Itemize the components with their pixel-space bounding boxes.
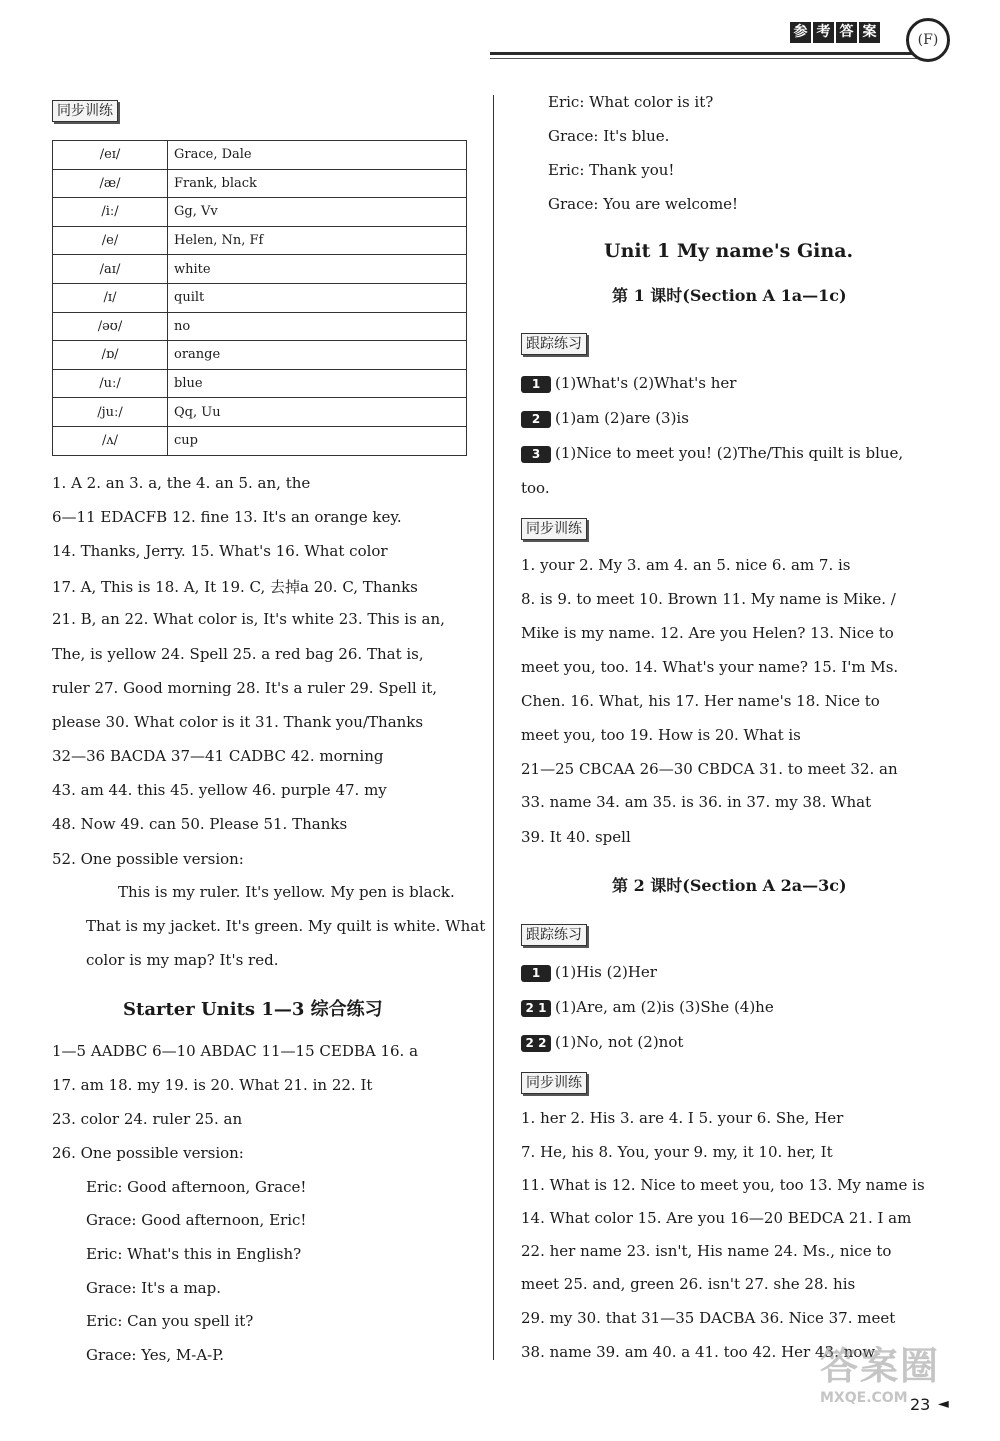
question-number-badge: 2 1 bbox=[521, 1000, 551, 1017]
dialog-line: Eric: Thank you! bbox=[548, 161, 675, 179]
examples-cell: blue bbox=[168, 369, 467, 398]
answer-line: 43. am 44. this 45. yellow 46. purple 47. my bbox=[52, 781, 387, 799]
phonetic-cell: /uː/ bbox=[53, 369, 168, 398]
answer-line: Chen. 16. What, his 17. Her name's 18. Nice to bbox=[521, 692, 880, 710]
examples-cell: Helen, Nn, Ff bbox=[168, 226, 467, 255]
header-char: 参 bbox=[790, 22, 811, 43]
dialog-line: Eric: Good afternoon, Grace! bbox=[86, 1178, 307, 1196]
essay-line: color is my map? It's red. bbox=[86, 951, 279, 969]
table-row bbox=[53, 312, 467, 341]
track-line-continued: too. bbox=[521, 479, 550, 497]
tag-sync-training: 同步训练 bbox=[52, 100, 118, 122]
header-seal-icon: (F) bbox=[906, 18, 950, 62]
answer-line: 8. is 9. to meet 10. Brown 11. My name is Mike. / bbox=[521, 590, 896, 608]
answer-line: meet you, too. 14. What's your name? 15. I'm Ms. bbox=[521, 658, 899, 676]
answer-line: 6—11 EDACFB 12. fine 13. It's an orange key. bbox=[52, 508, 402, 526]
answer-line: 14. What color 15. Are you 16—20 BEDCA 21. I am bbox=[521, 1209, 912, 1227]
tag-sync-training: 同步训练 bbox=[521, 1072, 587, 1094]
page-number: 23 bbox=[910, 1395, 931, 1414]
examples-cell: Frank, black bbox=[168, 169, 467, 198]
header-title bbox=[790, 22, 880, 43]
table-row bbox=[53, 369, 467, 398]
phonetic-cell: /ʌ/ bbox=[53, 426, 168, 455]
answer-line: please 30. What color is it 31. Thank you/Thanks bbox=[52, 713, 424, 731]
header-rule-thin bbox=[490, 58, 920, 59]
dialog-line: Eric: What's this in English? bbox=[86, 1245, 302, 1263]
track-answer: (1)His (2)Her bbox=[555, 963, 657, 981]
answer-line: 1. A 2. an 3. a, the 4. an 5. an, the bbox=[52, 474, 311, 492]
section-tag bbox=[521, 333, 587, 355]
table-row bbox=[53, 141, 467, 170]
question-number-badge: 1 bbox=[521, 965, 551, 982]
track-answer: (1)am (2)are (3)is bbox=[555, 409, 689, 427]
table-row bbox=[53, 169, 467, 198]
phonetic-cell: /aɪ/ bbox=[53, 255, 168, 284]
dialog-line: Grace: It's blue. bbox=[548, 127, 670, 145]
column-divider bbox=[493, 95, 494, 1360]
examples-cell: Grace, Dale bbox=[168, 141, 467, 170]
phonetic-table bbox=[52, 140, 467, 456]
dialog-line: Grace: Good afternoon, Eric! bbox=[86, 1211, 307, 1229]
examples-cell: cup bbox=[168, 426, 467, 455]
examples-cell: quilt bbox=[168, 283, 467, 312]
lesson-title: 第 1 课时(Section A 1a—1c) bbox=[612, 286, 847, 305]
answer-line: 33. name 34. am 35. is 36. in 37. my 38. What bbox=[521, 793, 872, 811]
table-row bbox=[53, 255, 467, 284]
track-answer: (1)What's (2)What's her bbox=[555, 374, 737, 392]
answer-line: 17. A, This is 18. A, It 19. C, 去掉a 20. C, Thanks bbox=[52, 578, 418, 596]
answer-line: 32—36 BACDA 37—41 CADBC 42. morning bbox=[52, 747, 384, 765]
tag-tracking-practice: 跟踪练习 bbox=[521, 924, 587, 946]
phonetic-cell: /iː/ bbox=[53, 198, 168, 227]
header-char: 考 bbox=[813, 22, 834, 43]
section-tag bbox=[521, 1072, 587, 1094]
unit-title: Unit 1 My name's Gina. bbox=[604, 240, 854, 262]
answer-line: 39. It 40. spell bbox=[521, 828, 631, 846]
examples-cell: no bbox=[168, 312, 467, 341]
answer-line: The, is yellow 24. Spell 25. a red bag 26. That is, bbox=[52, 645, 424, 663]
phonetic-cell: /juː/ bbox=[53, 398, 168, 427]
answer-line: 14. Thanks, Jerry. 15. What's 16. What color bbox=[52, 542, 388, 560]
header-char: 答 bbox=[836, 22, 857, 43]
question-number-badge: 2 bbox=[521, 411, 551, 428]
table-row bbox=[53, 226, 467, 255]
examples-cell: Qq, Uu bbox=[168, 398, 467, 427]
essay-line: This is my ruler. It's yellow. My pen is black. bbox=[118, 883, 455, 901]
answer-line: 11. What is 12. Nice to meet you, too 13. My name is bbox=[521, 1176, 925, 1194]
table-row bbox=[53, 341, 467, 370]
answer-line: 1. her 2. His 3. are 4. I 5. your 6. She, Her bbox=[521, 1109, 844, 1127]
section-tag bbox=[52, 100, 118, 122]
answer-line: meet 25. and, green 26. isn't 27. she 28. his bbox=[521, 1275, 856, 1293]
arrow-left-icon: ◄ bbox=[938, 1396, 949, 1412]
watermark-url: MXQE.COM bbox=[820, 1390, 908, 1406]
track-answer: (1)No, not (2)not bbox=[555, 1033, 684, 1051]
table-row bbox=[53, 283, 467, 312]
examples-cell: white bbox=[168, 255, 467, 284]
examples-cell: orange bbox=[168, 341, 467, 370]
dialog-line: Eric: What color is it? bbox=[548, 93, 714, 111]
table-row bbox=[53, 426, 467, 455]
track-line bbox=[521, 444, 903, 463]
section-tag bbox=[521, 518, 587, 540]
question-number-badge: 1 bbox=[521, 376, 551, 393]
answer-line: 48. Now 49. can 50. Please 51. Thanks bbox=[52, 815, 348, 833]
table-row bbox=[53, 198, 467, 227]
phonetic-cell: /əʊ/ bbox=[53, 312, 168, 341]
question-number-badge: 2 2 bbox=[521, 1035, 551, 1052]
tag-tracking-practice: 跟踪练习 bbox=[521, 333, 587, 355]
lesson-title: 第 2 课时(Section A 2a—3c) bbox=[612, 876, 847, 895]
dialog-line: Grace: Yes, M-A-P. bbox=[86, 1346, 225, 1364]
answer-line: 21—25 CBCAA 26—30 CBDCA 31. to meet 32. an bbox=[521, 760, 898, 778]
phonetic-cell: /ɪ/ bbox=[53, 283, 168, 312]
answer-line: 1. your 2. My 3. am 4. an 5. nice 6. am 7. is bbox=[521, 556, 851, 574]
answer-line: ruler 27. Good morning 28. It's a ruler 29. Spell it, bbox=[52, 679, 438, 697]
dialog-line: Grace: It's a map. bbox=[86, 1279, 221, 1297]
question-number-badge: 3 bbox=[521, 446, 551, 463]
header-char: 案 bbox=[859, 22, 880, 43]
essay-line: That is my jacket. It's green. My quilt is white. What bbox=[86, 917, 486, 935]
answer-line: 52. One possible version: bbox=[52, 850, 244, 868]
answer-line: 38. name 39. am 40. a 41. too 42. Her 43. now bbox=[521, 1343, 876, 1361]
phonetic-cell: /e/ bbox=[53, 226, 168, 255]
answer-line: 23. color 24. ruler 25. an bbox=[52, 1110, 243, 1128]
answer-line: meet you, too 19. How is 20. What is bbox=[521, 726, 801, 744]
phonetic-cell: /ɒ/ bbox=[53, 341, 168, 370]
track-line bbox=[521, 409, 689, 428]
track-line bbox=[521, 1033, 683, 1052]
answer-line: 17. am 18. my 19. is 20. What 21. in 22. It bbox=[52, 1076, 373, 1094]
tag-sync-training: 同步训练 bbox=[521, 518, 587, 540]
dialog-line: Grace: You are welcome! bbox=[548, 195, 739, 213]
header-rule bbox=[490, 52, 920, 55]
track-line bbox=[521, 963, 657, 982]
track-line bbox=[521, 374, 736, 393]
answer-line: 29. my 30. that 31—35 DACBA 36. Nice 37. meet bbox=[521, 1309, 896, 1327]
examples-cell: Gg, Vv bbox=[168, 198, 467, 227]
answer-line: Mike is my name. 12. Are you Helen? 13. Nice to bbox=[521, 624, 894, 642]
answer-line: 22. her name 23. isn't, His name 24. Ms., nice to bbox=[521, 1242, 892, 1260]
answer-line: 1—5 AADBC 6—10 ABDAC 11—15 CEDBA 16. a bbox=[52, 1042, 419, 1060]
track-line bbox=[521, 998, 774, 1017]
section-tag bbox=[521, 924, 587, 946]
phonetic-cell: /æ/ bbox=[53, 169, 168, 198]
answer-line: 26. One possible version: bbox=[52, 1144, 244, 1162]
track-answer: (1)Nice to meet you! (2)The/This quilt is blue, bbox=[555, 444, 904, 462]
section-heading: Starter Units 1—3 综合练习 bbox=[123, 999, 383, 1020]
answer-line: 7. He, his 8. You, your 9. my, it 10. her, It bbox=[521, 1143, 833, 1161]
dialog-line: Eric: Can you spell it? bbox=[86, 1312, 254, 1330]
watermark-logo: 答案圈 bbox=[820, 1344, 941, 1388]
phonetic-cell: /eɪ/ bbox=[53, 141, 168, 170]
table-row bbox=[53, 398, 467, 427]
answer-line: 21. B, an 22. What color is, It's white 23. This is an, bbox=[52, 610, 445, 628]
track-answer: (1)Are, am (2)is (3)She (4)he bbox=[555, 998, 774, 1016]
